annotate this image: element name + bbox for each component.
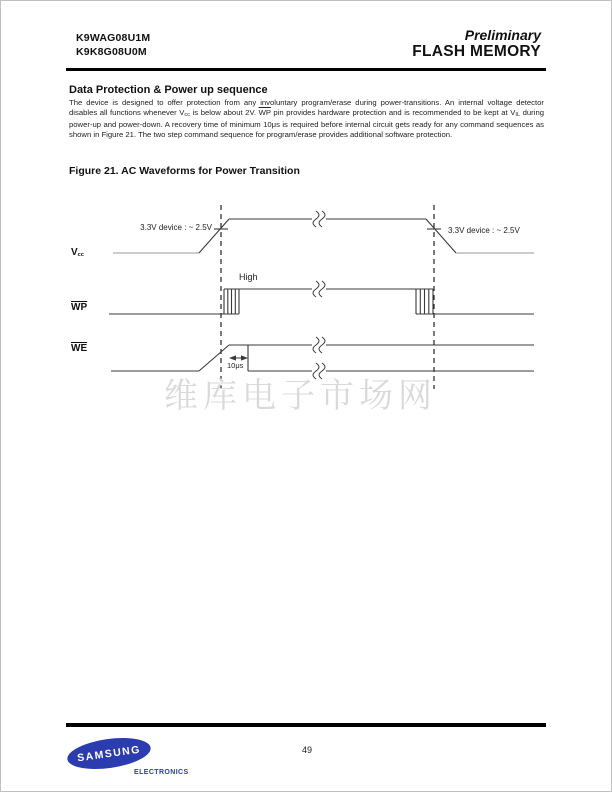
figure-title: Figure 21. AC Waveforms for Power Transition xyxy=(69,165,300,177)
vcc-signal-label xyxy=(71,247,84,258)
part-number-1: K9WAG08U1M xyxy=(76,32,151,44)
watermark-text: 维库电子市场网 xyxy=(164,376,437,416)
samsung-logo-text: SAMSUNG xyxy=(76,743,142,764)
page-number: 49 xyxy=(301,745,312,755)
vil-subscript: IL xyxy=(515,112,521,118)
body-seg3: pin provides hardware protection and is recommended to be kept at V xyxy=(270,108,516,117)
we-signal-label: $\overline{WE}$ xyxy=(71,343,88,354)
break-symbols xyxy=(312,210,326,380)
wp-high-label: High xyxy=(239,272,258,282)
electronics-label: ELECTRONICS xyxy=(134,769,189,776)
vcc-level-label-right: 3.3V device : ~ 2.5V xyxy=(448,226,520,235)
waveform-svg xyxy=(1,196,612,396)
recovery-time-label: 10μs xyxy=(227,361,244,370)
body-seg1: The device is designed to offer protection from any involuntary program/erase during power-transitions. An internal voltage detector disables all functions whenever V xyxy=(69,98,544,117)
product-title: FLASH MEMORY xyxy=(412,43,541,60)
vcc-subscript: cc xyxy=(184,112,191,118)
header-right xyxy=(412,27,541,60)
timing-diagram xyxy=(1,196,612,396)
wp-signal-label: $\overline{WP}$ xyxy=(71,302,88,313)
break-vcc-icon xyxy=(312,210,326,228)
break-wp-icon xyxy=(312,280,326,298)
body-seg4: during power-up and power-down. A recovery time of minimum 10μs is required before internal circuit gets ready for any command sequences as shown in Figure 21. The two step command sequence for program/erase provides additional software protection. xyxy=(69,108,545,139)
part-number-2: K9K8G08U0M xyxy=(76,46,147,58)
break-we-high-icon xyxy=(312,336,326,354)
body-paragraph xyxy=(69,98,544,140)
vcc-label-main: V xyxy=(71,247,78,258)
status-label: Preliminary xyxy=(464,27,541,43)
header-rule xyxy=(66,68,546,71)
section-title: Data Protection & Power up sequence xyxy=(69,84,268,96)
body-seg2: is below about 2V. xyxy=(190,108,259,117)
recovery-time-arrow xyxy=(229,355,248,360)
vcc-label-sub: cc xyxy=(77,252,84,258)
part-numbers xyxy=(76,31,150,59)
wp-overlined: $\overline{WP}$ xyxy=(258,108,271,117)
footer-rule xyxy=(66,723,546,727)
vcc-level-label-left: 3.3V device : ~ 2.5V xyxy=(140,223,212,232)
